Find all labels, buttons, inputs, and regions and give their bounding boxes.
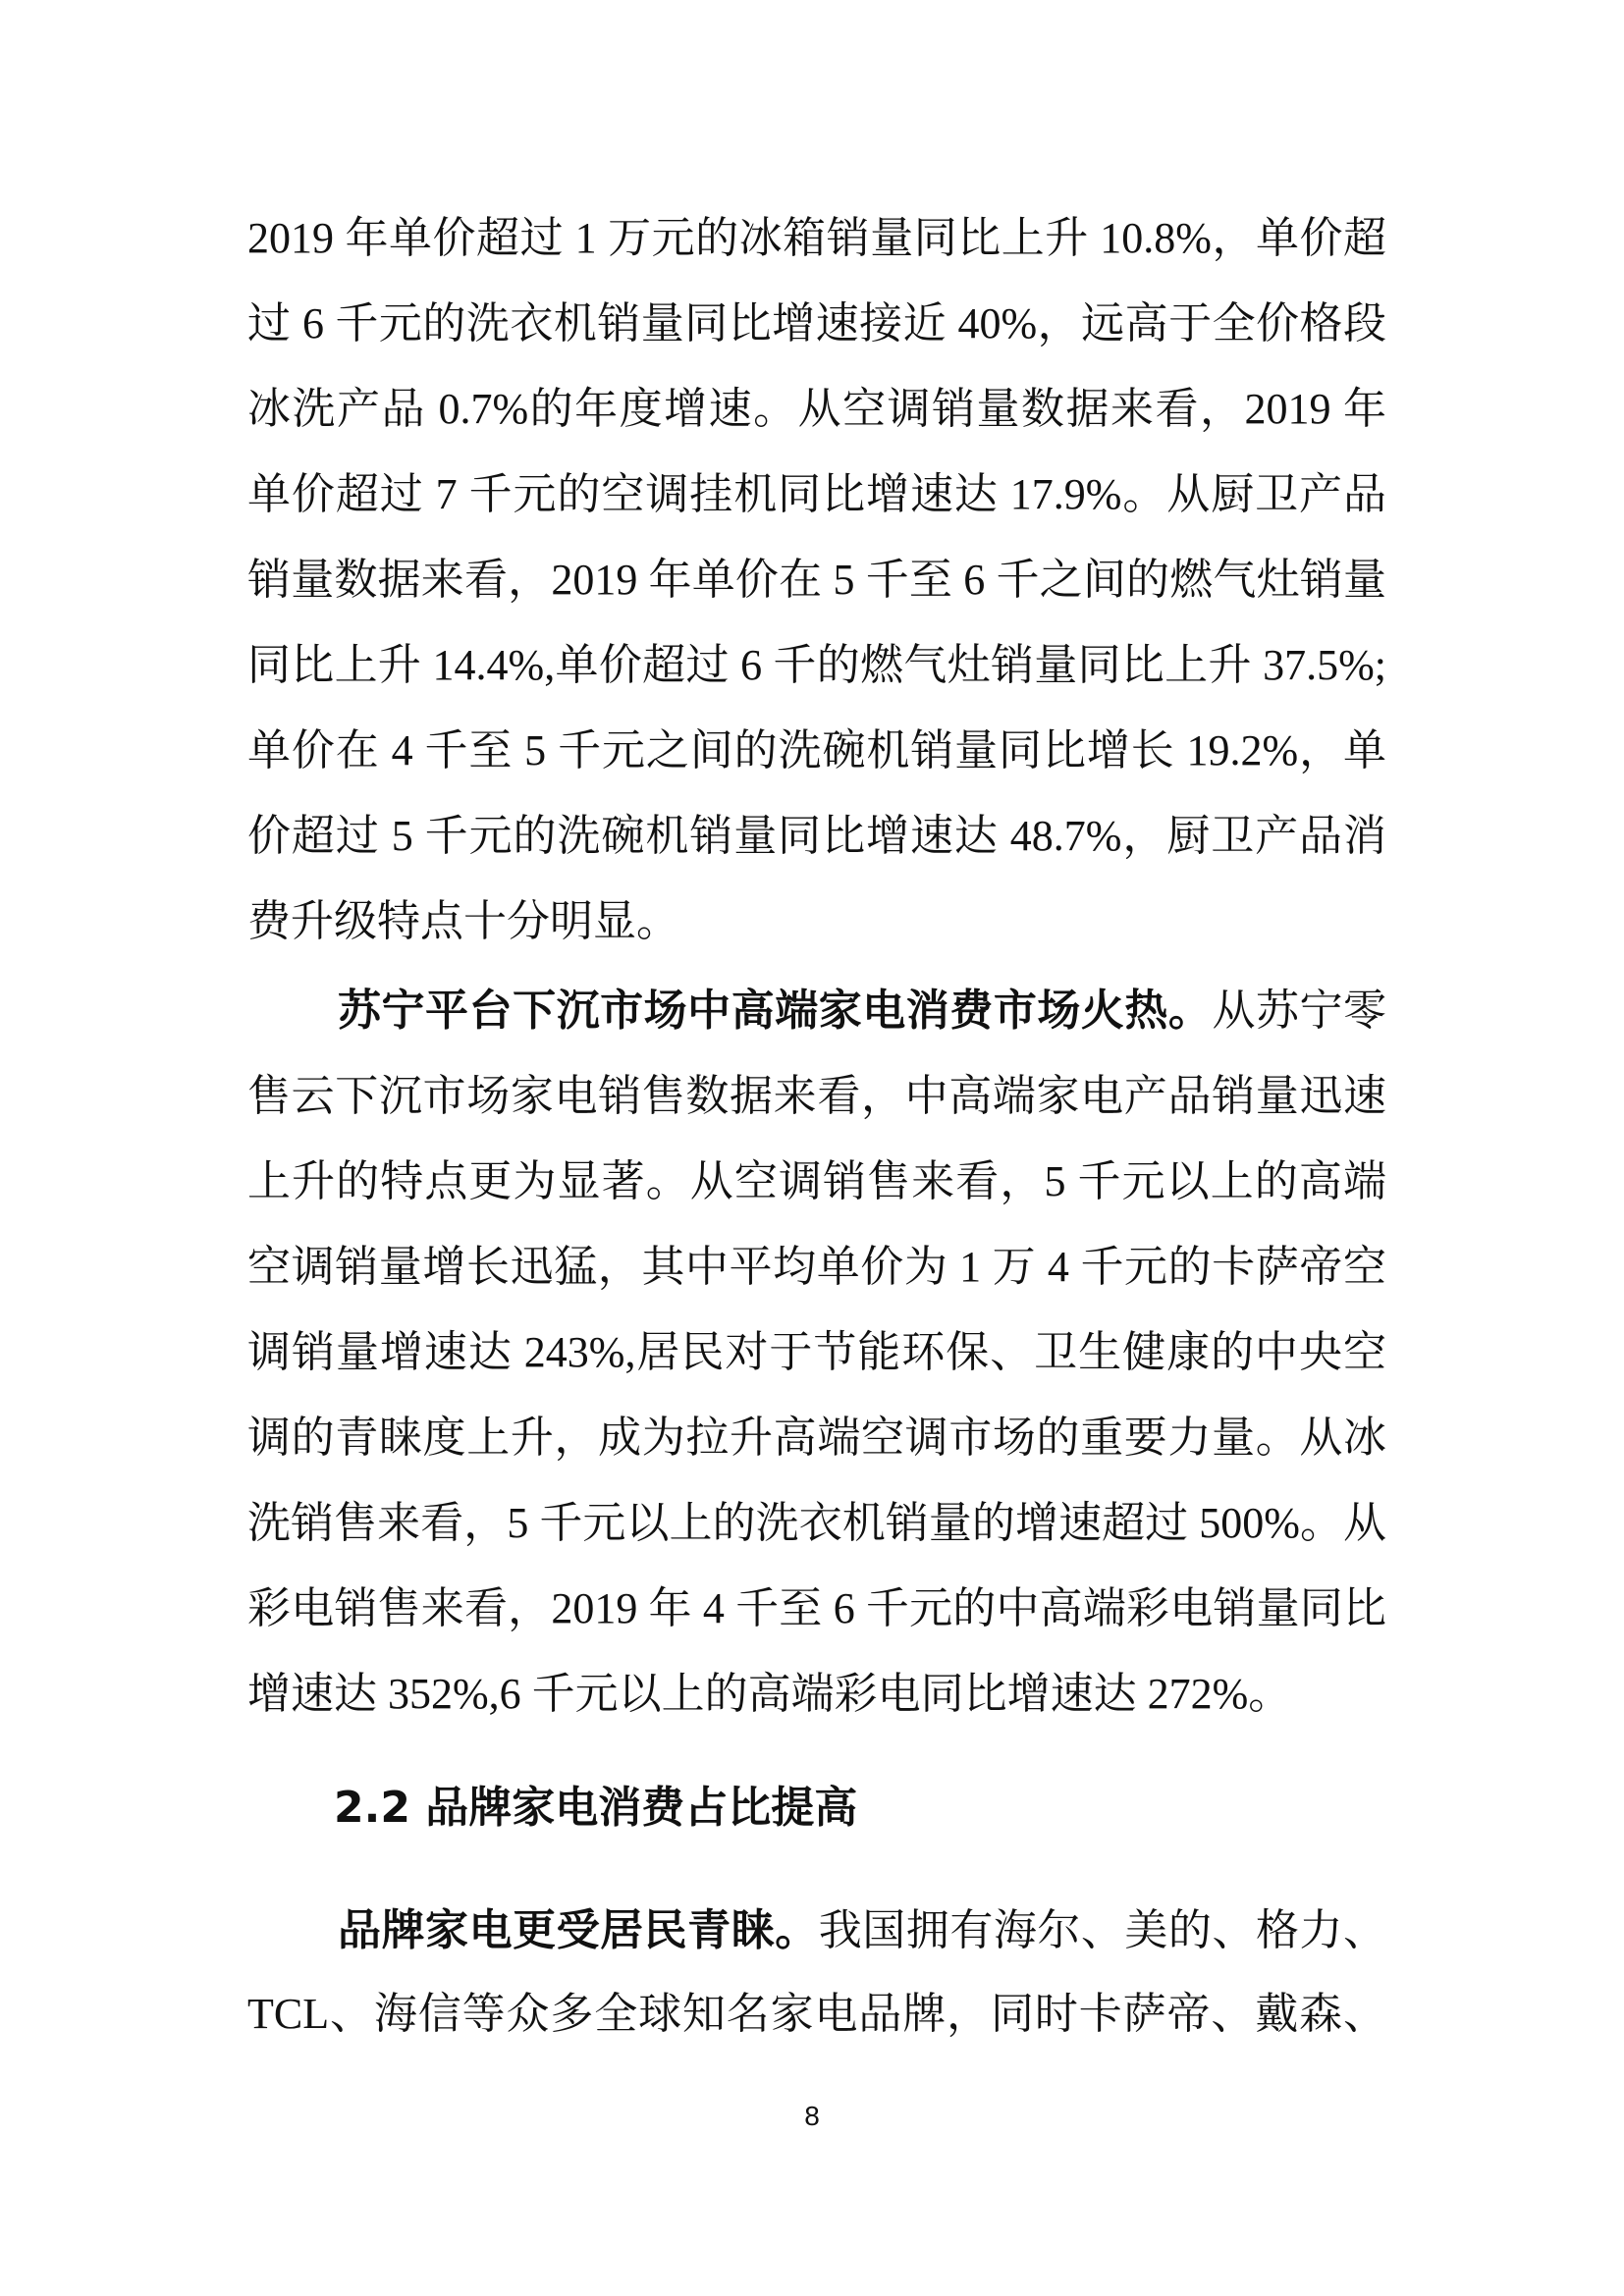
text-line	[338, 982, 1386, 1041]
text-line: 调销量增速达 243%,居民对于节能环保、卫生健康的中央空	[247, 1328, 1386, 1376]
lead-rest: 我国拥有海尔、美的、格力、	[818, 1906, 1387, 1954]
page-number: 8	[804, 2101, 820, 2131]
lead-rest: 从苏宁零	[1212, 987, 1387, 1035]
text-line: 2019 年单价超过 1 万元的冰箱销量同比上升 10.8%，单价超	[247, 214, 1386, 262]
text-line: 上升的特点更为显著。从空调销售来看，5 千元以上的高端	[247, 1157, 1386, 1205]
text-line	[338, 1901, 1386, 1960]
section-heading: 2.2 品牌家电消费占比提高	[334, 1783, 858, 1833]
text-line: 销量数据来看，2019 年单价在 5 千至 6 千之间的燃气灶销量	[247, 556, 1386, 604]
text-line: 调的青睐度上升，成为拉升高端空调市场的重要力量。从冰	[247, 1414, 1386, 1462]
text-line: 增速达 352%,6 千元以上的高端彩电同比增速达 272%。	[247, 1670, 1292, 1718]
text-line: 同比上升 14.4%,单价超过 6 千的燃气灶销量同比上升 37.5%;	[247, 641, 1386, 689]
text-line: 单价在 4 千至 5 千元之间的洗碗机销量同比增长 19.2%，单	[247, 726, 1386, 774]
text-line: 单价超过 7 千元的空调挂机同比增速达 17.9%。从厨卫产品	[247, 470, 1386, 518]
text-line: 售云下沉市场家电销售数据来看，中高端家电产品销量迅速	[247, 1072, 1386, 1120]
text-line: 价超过 5 千元的洗碗机销量同比增速达 48.7%，厨卫产品消	[247, 812, 1386, 860]
text-line: 空调销量增长迅猛，其中平均单价为 1 万 4 千元的卡萨帝空	[247, 1243, 1386, 1291]
text-line: 冰洗产品 0.7%的年度增速。从空调销量数据来看，2019 年	[247, 385, 1386, 433]
bold-lead: 苏宁平台下沉市场中高端家电消费市场火热。	[338, 986, 1213, 1036]
text-line: 彩电销售来看，2019 年 4 千至 6 千元的中高端彩电销量同比	[247, 1584, 1386, 1632]
text-line: 费升级特点十分明显。	[247, 897, 679, 945]
text-line: TCL、海信等众多全球知名家电品牌，同时卡萨帝、戴森、	[247, 1990, 1386, 2038]
text-line: 洗销售来看，5 千元以上的洗衣机销量的增速超过 500%。从	[247, 1499, 1386, 1547]
bold-lead: 品牌家电更受居民青睐。	[338, 1905, 819, 1955]
text-line: 过 6 千元的洗衣机销量同比增速接近 40%，远高于全价格段	[247, 299, 1386, 347]
